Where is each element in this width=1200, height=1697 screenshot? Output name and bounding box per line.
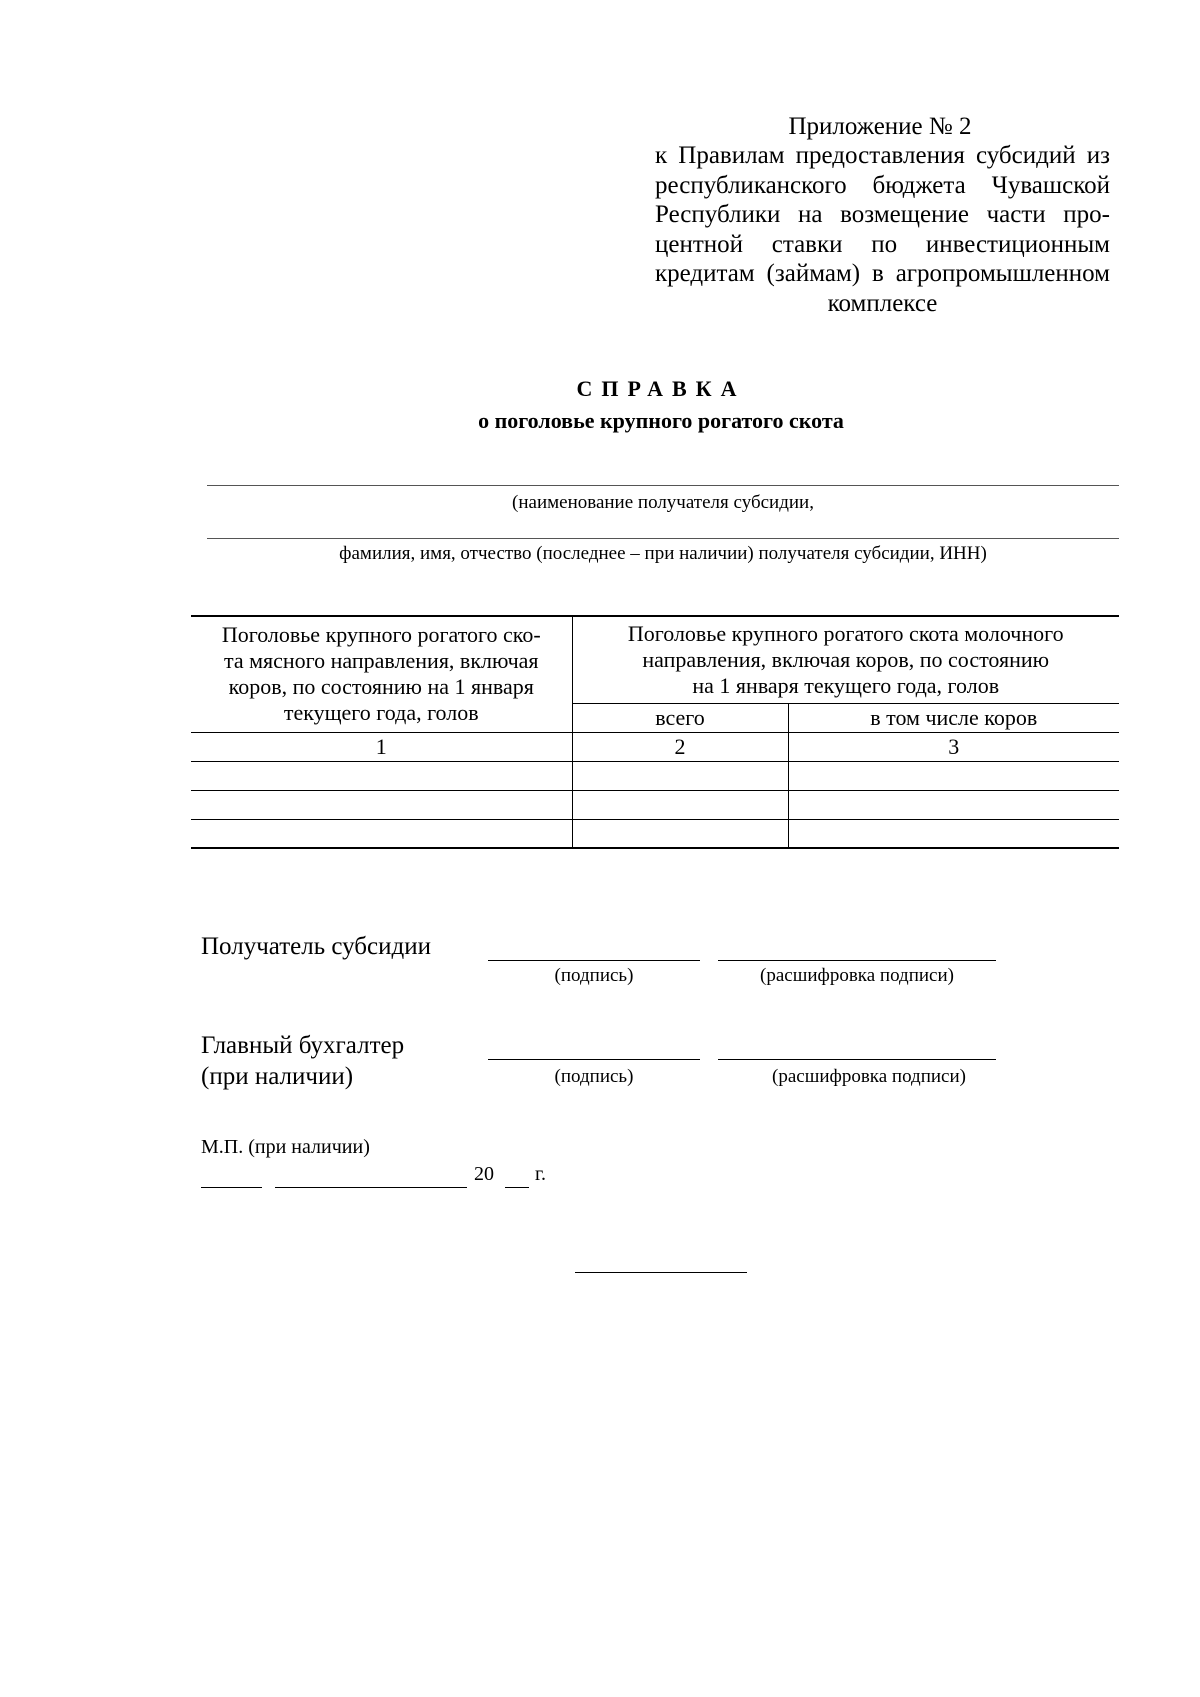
header-line: коров, по состоянию на 1 января: [228, 674, 534, 700]
date-suffix: г.: [535, 1163, 546, 1185]
header-dairy-cattle: [572, 616, 1119, 703]
accountant-decode-hint: (расшифровка подписи): [772, 1066, 966, 1087]
header-line: направления, включая коров, по состоянию: [642, 646, 1050, 672]
header-line: на 1 января текущего года, голов: [692, 672, 1000, 698]
header-line: Поголовье крупного рогатого скота молочного: [627, 620, 1064, 646]
table-cell[interactable]: [572, 819, 788, 848]
header-cows: в том числе коров: [870, 704, 1038, 730]
header-total: всего: [572, 703, 788, 732]
header-line: текущего года, голов: [283, 700, 479, 726]
recipient-details-line[interactable]: [207, 538, 1119, 539]
appendix-line: кредитам (займам) в агропромышленном: [655, 260, 1110, 287]
recipient-name-hint: (наименование получателя субсидии,: [512, 492, 814, 513]
table-cell[interactable]: [788, 819, 1119, 848]
date-day-line[interactable]: [201, 1187, 262, 1188]
appendix-line: республиканского бюджета Чувашской: [655, 171, 1110, 199]
accountant-label-optional: (при наличии): [201, 1063, 354, 1090]
accountant-decode-line[interactable]: [718, 1059, 996, 1060]
accountant-label: Главный бухгалтер: [201, 1032, 405, 1059]
header-line: та мясного направления, включая: [223, 648, 539, 674]
table-row: [191, 761, 1119, 790]
table-cell[interactable]: [572, 761, 788, 790]
table-row: [191, 790, 1119, 819]
recipient-signature-label: Получатель субсидии: [201, 933, 431, 960]
appendix-line: к Правилам предоставления субсидий из: [655, 142, 1110, 169]
table-cell[interactable]: [191, 819, 572, 848]
appendix-line: комплексе: [827, 289, 938, 317]
column-number-3: 3: [788, 732, 1119, 761]
stamp-label: М.П. (при наличии): [201, 1136, 370, 1158]
appendix-line: Республики на возмещение части про-: [655, 201, 1110, 228]
column-number-1: 1: [191, 732, 572, 761]
recipient-decode-hint: (расшифровка подписи): [760, 965, 954, 986]
accountant-signature-hint: (подпись): [554, 1066, 634, 1087]
date-month-line[interactable]: [275, 1187, 467, 1188]
table-cell[interactable]: [191, 761, 572, 790]
table-cell[interactable]: [788, 790, 1119, 819]
livestock-table: [191, 615, 1119, 849]
accountant-signature-line[interactable]: [488, 1059, 700, 1060]
recipient-signature-line[interactable]: [488, 960, 700, 961]
appendix-text: [655, 141, 1110, 318]
recipient-name-line[interactable]: [207, 485, 1119, 486]
header-beef-cattle: [191, 616, 572, 732]
table-row: [191, 819, 1119, 848]
column-number-2: 2: [572, 732, 788, 761]
recipient-signature-hint: (подпись): [554, 965, 634, 986]
recipient-decode-line[interactable]: [718, 960, 996, 961]
table-cell[interactable]: [788, 761, 1119, 790]
document-title: СПРАВКА: [576, 376, 746, 401]
appendix-line: центной ставки по инвестиционным: [655, 230, 1110, 258]
recipient-details-hint: фамилия, имя, отчество (последнее – при наличии) получателя субсидии, ИНН): [339, 543, 987, 564]
header-line: Поголовье крупного рогатого ско-: [221, 622, 541, 648]
table-cell[interactable]: [191, 790, 572, 819]
table-cell[interactable]: [572, 790, 788, 819]
closing-separator: [575, 1272, 747, 1273]
date-year-line[interactable]: [505, 1187, 529, 1188]
appendix-number: Приложение № 2: [788, 113, 972, 140]
document-subtitle: о поголовье крупного рогатого скота: [478, 408, 844, 433]
date-year-prefix: 20: [474, 1163, 494, 1185]
